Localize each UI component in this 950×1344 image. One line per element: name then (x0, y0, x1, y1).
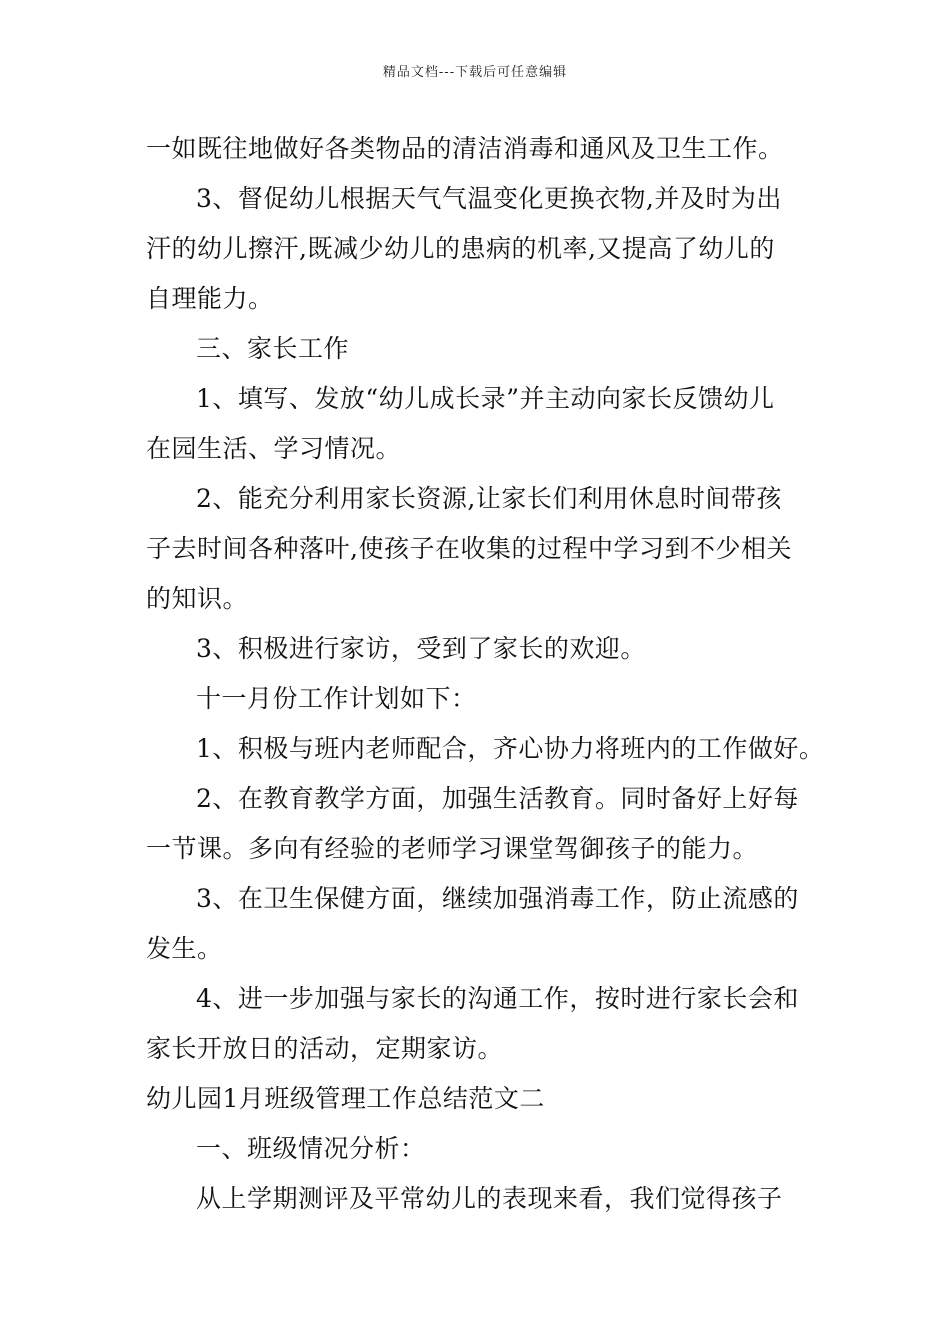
text-line: 发生。 (146, 934, 223, 963)
text-line: 4、进一步加强与家长的沟通工作，按时进行家长会和 (196, 984, 799, 1013)
text-line: 一节课。多向有经验的老师学习课堂驾御孩子的能力。 (146, 834, 759, 863)
document-body (146, 124, 825, 1224)
text-line: 汗的幼儿擦汗,既减少幼儿的患病的机率,又提高了幼儿的 (146, 234, 775, 263)
section-heading: 十一月份工作计划如下： (196, 684, 477, 713)
text-line: 一如既往地做好各类物品的清洁消毒和通风及卫生工作。 (146, 134, 784, 163)
text-line: 在园生活、学习情况。 (146, 434, 402, 463)
page-header: 精品文档---下载后可任意编辑 (382, 65, 568, 80)
text-line: 3、督促幼儿根据天气气温变化更换衣物,并及时为出 (196, 184, 782, 213)
text-line: 3、积极进行家访，受到了家长的欢迎。 (196, 634, 646, 663)
text-line: 2、在教育教学方面，加强生活教育。同时备好上好每 (196, 784, 799, 813)
text-line: 家长开放日的活动，定期家访。 (146, 1034, 504, 1063)
document-subtitle: 幼儿园1月班级管理工作总结范文二 (146, 1084, 545, 1113)
section-heading: 一、班级情况分析： (196, 1134, 426, 1163)
section-heading: 三、家长工作 (196, 334, 350, 363)
text-line: 的知识。 (146, 584, 249, 613)
text-line: 3、在卫生保健方面，继续加强消毒工作，防止流感的 (196, 884, 799, 913)
text-line: 自理能力。 (146, 284, 274, 313)
text-line: 从上学期测评及平常幼儿的表现来看，我们觉得孩子 (196, 1184, 783, 1213)
text-line: 2、能充分利用家长资源,让家长们利用休息时间带孩 (196, 484, 782, 513)
text-line: 子去时间各种落叶,使孩子在收集的过程中学习到不少相关 (146, 534, 792, 563)
text-line: 1、积极与班内老师配合，齐心协力将班内的工作做好。 (196, 734, 825, 763)
text-line: 1、填写、发放“幼儿成长录”并主动向家长反馈幼儿 (196, 384, 775, 413)
